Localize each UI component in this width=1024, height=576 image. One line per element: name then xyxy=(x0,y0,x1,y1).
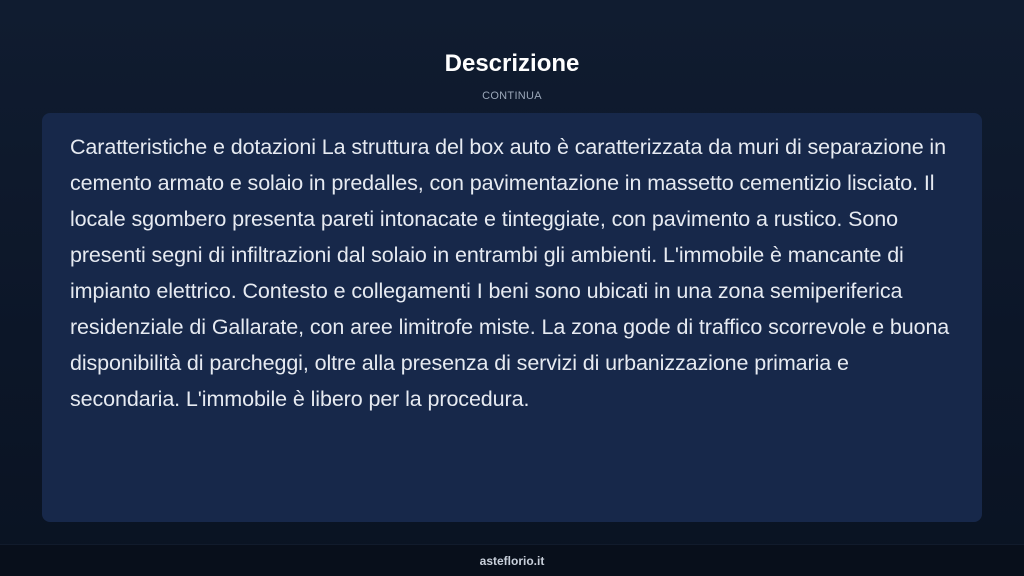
description-card xyxy=(42,113,982,522)
footer-bar xyxy=(0,544,1024,576)
description-text: Caratteristiche e dotazioni La struttura del box auto è caratterizzata da muri di separazione in cemento armato e solaio in predalles, con pavimentazione in massetto cementizio lisciato. Il locale sgombero presenta pareti intonacate e tinteggiate, con pavimento a rustico. Sono presenti segni di infiltrazioni dal solaio in entrambi gli ambienti. L'immobile è mancante di impianto elettrico. Contesto e collegamenti I beni sono ubicati in una zona semiperiferica residenziale di Gallarate, con aree limitrofe miste. La zona gode di traffico scorrevole e buona disponibilità di parcheggi, oltre alla presenza di servizi di urbanizzazione primaria e secondaria. L'immobile è libero per la procedura. xyxy=(70,135,950,411)
page-title: Descrizione xyxy=(444,50,580,77)
footer-site-name: asteflorio.it xyxy=(479,554,545,568)
continue-label[interactable]: CONTINUA xyxy=(482,90,542,102)
